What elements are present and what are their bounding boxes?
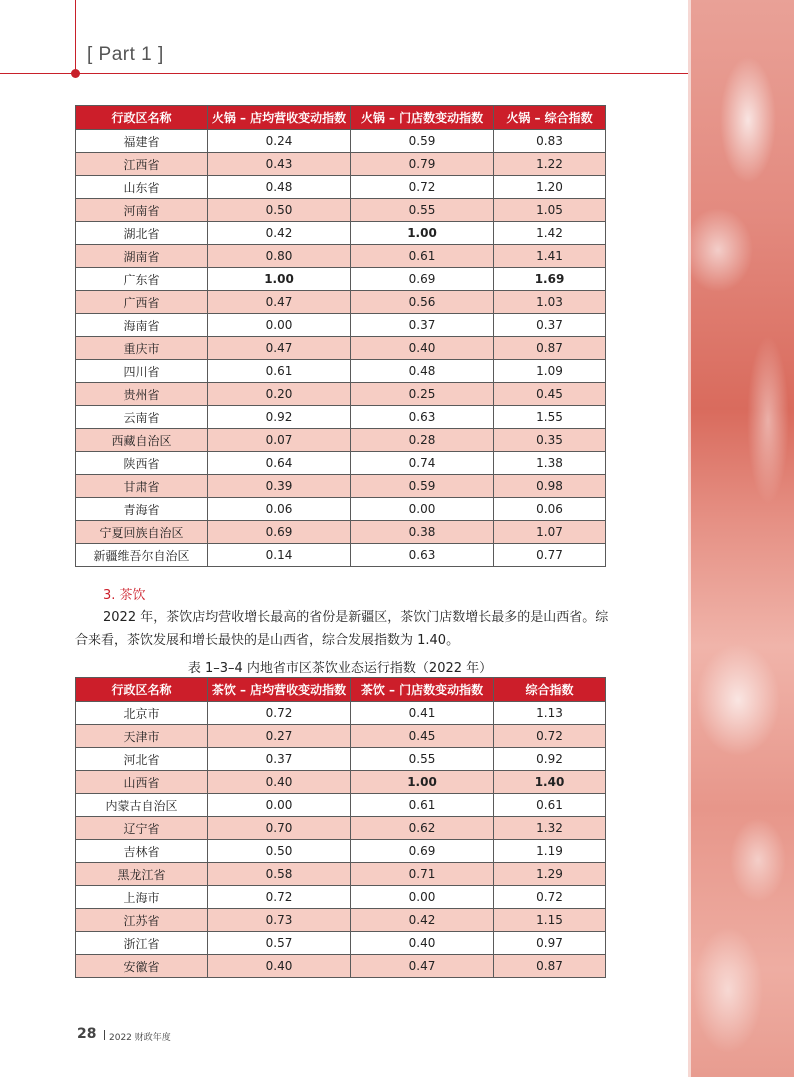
photo-strip-edge bbox=[688, 0, 691, 1077]
footer-divider bbox=[104, 1030, 105, 1040]
table-row bbox=[76, 452, 606, 475]
index-value-cell: 0.43 bbox=[208, 153, 351, 176]
index-value-cell: 1.38 bbox=[494, 452, 606, 475]
table-row bbox=[76, 153, 606, 176]
index-value-cell: 0.63 bbox=[351, 406, 494, 429]
table-row bbox=[76, 337, 606, 360]
index-value-cell: 0.77 bbox=[494, 544, 606, 567]
page-number: 28 bbox=[77, 1026, 97, 1042]
index-value-cell: 0.55 bbox=[351, 199, 494, 222]
index-value-cell: 0.72 bbox=[494, 886, 606, 909]
index-value-cell: 1.09 bbox=[494, 360, 606, 383]
index-value-cell: 0.48 bbox=[208, 176, 351, 199]
table-row bbox=[76, 222, 606, 245]
index-value-cell: 0.70 bbox=[208, 817, 351, 840]
table-row bbox=[76, 475, 606, 498]
column-header: 行政区名称 bbox=[76, 678, 208, 702]
index-value-cell: 0.42 bbox=[351, 909, 494, 932]
region-name-cell: 海南省 bbox=[76, 314, 208, 337]
index-value-cell: 0.40 bbox=[208, 955, 351, 978]
region-name-cell: 山东省 bbox=[76, 176, 208, 199]
header-rule-dot bbox=[71, 69, 80, 78]
index-value-cell: 0.47 bbox=[208, 337, 351, 360]
column-header: 行政区名称 bbox=[76, 106, 208, 130]
index-value-cell: 0.80 bbox=[208, 245, 351, 268]
table-row bbox=[76, 245, 606, 268]
index-value-cell: 0.40 bbox=[351, 932, 494, 955]
index-value-cell: 1.42 bbox=[494, 222, 606, 245]
column-header: 茶饮 – 门店数变动指数 bbox=[351, 678, 494, 702]
index-value-cell: 0.00 bbox=[208, 794, 351, 817]
table-row bbox=[76, 748, 606, 771]
index-value-cell: 0.00 bbox=[351, 498, 494, 521]
index-value-cell: 0.57 bbox=[208, 932, 351, 955]
index-value-cell: 0.69 bbox=[351, 840, 494, 863]
table-row bbox=[76, 932, 606, 955]
index-value-cell: 1.40 bbox=[494, 771, 606, 794]
index-value-cell: 1.13 bbox=[494, 702, 606, 725]
region-name-cell: 浙江省 bbox=[76, 932, 208, 955]
index-value-cell: 0.37 bbox=[208, 748, 351, 771]
table-row bbox=[76, 544, 606, 567]
table-caption: 表 1–3–4 内地省市区茶饮业态运行指数（2022 年） bbox=[187, 661, 493, 676]
publication-title: 2022 财政年度 bbox=[109, 1033, 171, 1043]
index-value-cell: 0.41 bbox=[351, 702, 494, 725]
index-value-cell: 0.72 bbox=[351, 176, 494, 199]
table-row bbox=[76, 429, 606, 452]
index-value-cell: 0.98 bbox=[494, 475, 606, 498]
index-value-cell: 0.06 bbox=[208, 498, 351, 521]
table-row bbox=[76, 725, 606, 748]
index-value-cell: 0.87 bbox=[494, 337, 606, 360]
table-row bbox=[76, 909, 606, 932]
index-value-cell: 0.64 bbox=[208, 452, 351, 475]
index-value-cell: 0.47 bbox=[208, 291, 351, 314]
index-value-cell: 1.00 bbox=[351, 222, 494, 245]
region-name-cell: 湖南省 bbox=[76, 245, 208, 268]
region-name-cell: 重庆市 bbox=[76, 337, 208, 360]
region-name-cell: 上海市 bbox=[76, 886, 208, 909]
region-name-cell: 黑龙江省 bbox=[76, 863, 208, 886]
index-value-cell: 0.71 bbox=[351, 863, 494, 886]
index-value-cell: 1.07 bbox=[494, 521, 606, 544]
column-header: 茶饮 – 店均营收变动指数 bbox=[208, 678, 351, 702]
index-value-cell: 1.15 bbox=[494, 909, 606, 932]
section-title: 3. 茶饮 bbox=[103, 588, 146, 603]
index-value-cell: 0.37 bbox=[351, 314, 494, 337]
index-value-cell: 0.50 bbox=[208, 199, 351, 222]
column-header: 火锅 – 综合指数 bbox=[494, 106, 606, 130]
region-name-cell: 河南省 bbox=[76, 199, 208, 222]
index-value-cell: 0.20 bbox=[208, 383, 351, 406]
index-value-cell: 1.03 bbox=[494, 291, 606, 314]
index-value-cell: 0.61 bbox=[494, 794, 606, 817]
region-name-cell: 贵州省 bbox=[76, 383, 208, 406]
index-value-cell: 1.20 bbox=[494, 176, 606, 199]
table-row bbox=[76, 383, 606, 406]
region-name-cell: 内蒙古自治区 bbox=[76, 794, 208, 817]
region-name-cell: 辽宁省 bbox=[76, 817, 208, 840]
index-value-cell: 0.40 bbox=[208, 771, 351, 794]
table-header-row bbox=[76, 106, 606, 130]
index-value-cell: 0.83 bbox=[494, 130, 606, 153]
index-value-cell: 0.28 bbox=[351, 429, 494, 452]
index-value-cell: 0.92 bbox=[494, 748, 606, 771]
tea-drink-index-table bbox=[75, 677, 606, 978]
index-value-cell: 0.35 bbox=[494, 429, 606, 452]
index-value-cell: 0.59 bbox=[351, 130, 494, 153]
region-name-cell: 广西省 bbox=[76, 291, 208, 314]
region-name-cell: 西藏自治区 bbox=[76, 429, 208, 452]
index-value-cell: 0.50 bbox=[208, 840, 351, 863]
index-value-cell: 0.73 bbox=[208, 909, 351, 932]
column-header: 火锅 – 店均营收变动指数 bbox=[208, 106, 351, 130]
table-row bbox=[76, 817, 606, 840]
index-value-cell: 0.69 bbox=[351, 268, 494, 291]
index-value-cell: 0.40 bbox=[351, 337, 494, 360]
region-name-cell: 云南省 bbox=[76, 406, 208, 429]
index-value-cell: 0.61 bbox=[351, 794, 494, 817]
index-value-cell: 0.63 bbox=[351, 544, 494, 567]
index-value-cell: 0.87 bbox=[494, 955, 606, 978]
table-row bbox=[76, 199, 606, 222]
index-value-cell: 0.61 bbox=[351, 245, 494, 268]
region-name-cell: 四川省 bbox=[76, 360, 208, 383]
index-value-cell: 1.22 bbox=[494, 153, 606, 176]
index-value-cell: 0.72 bbox=[494, 725, 606, 748]
table-row bbox=[76, 702, 606, 725]
section-paragraph: 2022 年，茶饮店均营收增长最高的省份是新疆区，茶饮门店数增长最多的是山西省。综合来看，茶饮发展和增长最快的是山西省，综合发展指数为 1.40。 bbox=[75, 610, 609, 648]
column-header: 综合指数 bbox=[494, 678, 606, 702]
table-row bbox=[76, 794, 606, 817]
index-value-cell: 0.39 bbox=[208, 475, 351, 498]
index-value-cell: 0.79 bbox=[351, 153, 494, 176]
column-header: 火锅 – 门店数变动指数 bbox=[351, 106, 494, 130]
table-row bbox=[76, 955, 606, 978]
index-value-cell: 1.00 bbox=[208, 268, 351, 291]
part-label: [ Part 1 ] bbox=[87, 44, 164, 65]
region-name-cell: 宁夏回族自治区 bbox=[76, 521, 208, 544]
header-horizontal-rule bbox=[0, 73, 688, 74]
index-value-cell: 1.00 bbox=[351, 771, 494, 794]
index-value-cell: 0.00 bbox=[351, 886, 494, 909]
region-name-cell: 湖北省 bbox=[76, 222, 208, 245]
table-row bbox=[76, 176, 606, 199]
region-name-cell: 福建省 bbox=[76, 130, 208, 153]
table-row bbox=[76, 886, 606, 909]
index-value-cell: 0.45 bbox=[494, 383, 606, 406]
index-value-cell: 1.55 bbox=[494, 406, 606, 429]
index-value-cell: 0.69 bbox=[208, 521, 351, 544]
index-value-cell: 0.97 bbox=[494, 932, 606, 955]
region-name-cell: 江苏省 bbox=[76, 909, 208, 932]
index-value-cell: 1.32 bbox=[494, 817, 606, 840]
table-row bbox=[76, 521, 606, 544]
index-value-cell: 0.74 bbox=[351, 452, 494, 475]
table-row bbox=[76, 840, 606, 863]
index-value-cell: 0.14 bbox=[208, 544, 351, 567]
region-name-cell: 广东省 bbox=[76, 268, 208, 291]
table-row bbox=[76, 771, 606, 794]
region-name-cell: 河北省 bbox=[76, 748, 208, 771]
index-value-cell: 0.00 bbox=[208, 314, 351, 337]
index-value-cell: 0.37 bbox=[494, 314, 606, 337]
table-row bbox=[76, 406, 606, 429]
index-value-cell: 0.92 bbox=[208, 406, 351, 429]
index-value-cell: 0.72 bbox=[208, 886, 351, 909]
index-value-cell: 1.05 bbox=[494, 199, 606, 222]
index-value-cell: 0.45 bbox=[351, 725, 494, 748]
index-value-cell: 0.42 bbox=[208, 222, 351, 245]
region-name-cell: 青海省 bbox=[76, 498, 208, 521]
region-name-cell: 安徽省 bbox=[76, 955, 208, 978]
table-row bbox=[76, 314, 606, 337]
region-name-cell: 山西省 bbox=[76, 771, 208, 794]
index-value-cell: 0.07 bbox=[208, 429, 351, 452]
region-name-cell: 江西省 bbox=[76, 153, 208, 176]
decorative-photo-strip bbox=[688, 0, 794, 1077]
index-value-cell: 0.47 bbox=[351, 955, 494, 978]
region-name-cell: 陕西省 bbox=[76, 452, 208, 475]
index-value-cell: 0.59 bbox=[351, 475, 494, 498]
header-vertical-rule bbox=[75, 0, 76, 74]
region-name-cell: 天津市 bbox=[76, 725, 208, 748]
index-value-cell: 0.56 bbox=[351, 291, 494, 314]
region-name-cell: 甘肃省 bbox=[76, 475, 208, 498]
index-value-cell: 1.29 bbox=[494, 863, 606, 886]
index-value-cell: 1.69 bbox=[494, 268, 606, 291]
region-name-cell: 新疆维吾尔自治区 bbox=[76, 544, 208, 567]
table-row bbox=[76, 360, 606, 383]
table-row bbox=[76, 130, 606, 153]
index-value-cell: 0.27 bbox=[208, 725, 351, 748]
index-value-cell: 1.41 bbox=[494, 245, 606, 268]
region-name-cell: 北京市 bbox=[76, 702, 208, 725]
table-row bbox=[76, 268, 606, 291]
index-value-cell: 0.06 bbox=[494, 498, 606, 521]
table-row bbox=[76, 498, 606, 521]
index-value-cell: 0.62 bbox=[351, 817, 494, 840]
table-row bbox=[76, 863, 606, 886]
index-value-cell: 0.61 bbox=[208, 360, 351, 383]
index-value-cell: 0.24 bbox=[208, 130, 351, 153]
index-value-cell: 0.72 bbox=[208, 702, 351, 725]
hotpot-index-table bbox=[75, 105, 606, 567]
region-name-cell: 吉林省 bbox=[76, 840, 208, 863]
index-value-cell: 0.55 bbox=[351, 748, 494, 771]
table-header-row bbox=[76, 678, 606, 702]
index-value-cell: 1.19 bbox=[494, 840, 606, 863]
index-value-cell: 0.48 bbox=[351, 360, 494, 383]
index-value-cell: 0.38 bbox=[351, 521, 494, 544]
index-value-cell: 0.25 bbox=[351, 383, 494, 406]
table-row bbox=[76, 291, 606, 314]
index-value-cell: 0.58 bbox=[208, 863, 351, 886]
